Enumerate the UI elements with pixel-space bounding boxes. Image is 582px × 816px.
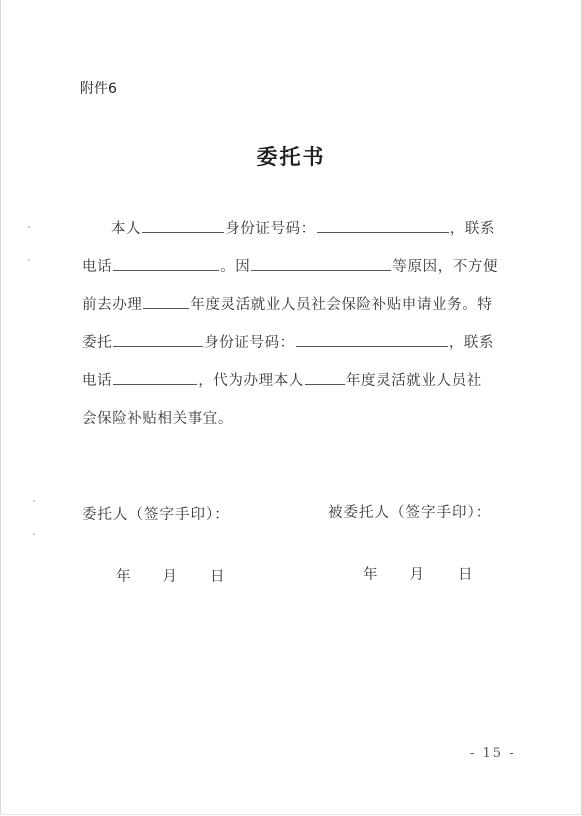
- text-agent-phone: 电话: [82, 373, 113, 389]
- principal-signature-label: 委托人（签字手印）：: [82, 507, 230, 523]
- text-phone: 电话: [82, 259, 113, 275]
- scan-speck: [33, 500, 35, 502]
- blank-agent-name[interactable]: [113, 334, 203, 347]
- blank-principal-phone[interactable]: [113, 258, 219, 271]
- text-principal: 本人: [111, 221, 142, 237]
- text-on-behalf: ，代为办理本人: [198, 373, 304, 389]
- body-line-2: [82, 255, 504, 276]
- agent-month-label: 月: [409, 567, 424, 583]
- blank-year-1[interactable]: [143, 296, 189, 309]
- text-because: 。因: [220, 259, 251, 275]
- body-line-3: [82, 293, 504, 314]
- scan-speck: [28, 259, 30, 261]
- blank-agent-phone[interactable]: [113, 372, 197, 385]
- text-insurance: 年度灵活就业人员社: [345, 373, 482, 389]
- agent-signature-label: 被委托人（签字手印）：: [328, 505, 492, 521]
- blank-agent-id[interactable]: [296, 334, 448, 347]
- text-go-handle: 前去办理: [82, 297, 143, 313]
- body-line-1: [82, 217, 504, 238]
- text-agent-id-label: 身份证号码：: [204, 335, 295, 351]
- page-number: - 15 -: [470, 746, 516, 761]
- agent-year-label: 年: [363, 567, 378, 583]
- blank-year-2[interactable]: [305, 372, 345, 385]
- text-id-label: 身份证号码：: [225, 221, 316, 237]
- blank-reason[interactable]: [251, 258, 391, 271]
- body-line-4: [82, 331, 504, 352]
- text-contact: ，联系: [449, 221, 496, 237]
- body-line-5: [82, 369, 504, 390]
- principal-day-label: 日: [210, 569, 225, 585]
- scan-speck: [33, 533, 35, 535]
- blank-principal-name[interactable]: [142, 220, 224, 233]
- principal-year-label: 年: [116, 569, 131, 585]
- text-business: 年度灵活就业人员社会保险补贴申请业务。特: [190, 297, 493, 313]
- text-reason-tail: 等原因，不方便: [392, 259, 499, 275]
- scan-speck: [28, 226, 30, 228]
- text-agent-contact: ，联系: [448, 335, 495, 351]
- agent-date: [363, 563, 473, 584]
- page-title: 委托书: [256, 144, 326, 169]
- agent-day-label: 日: [458, 567, 473, 583]
- principal-date: [116, 565, 225, 586]
- principal-month-label: 月: [162, 569, 177, 585]
- body-line-6: 会保险补贴相关事宜。: [82, 411, 233, 427]
- text-entrust: 委托: [82, 335, 113, 351]
- attachment-label: 附件6: [80, 81, 117, 97]
- blank-principal-id[interactable]: [317, 220, 449, 233]
